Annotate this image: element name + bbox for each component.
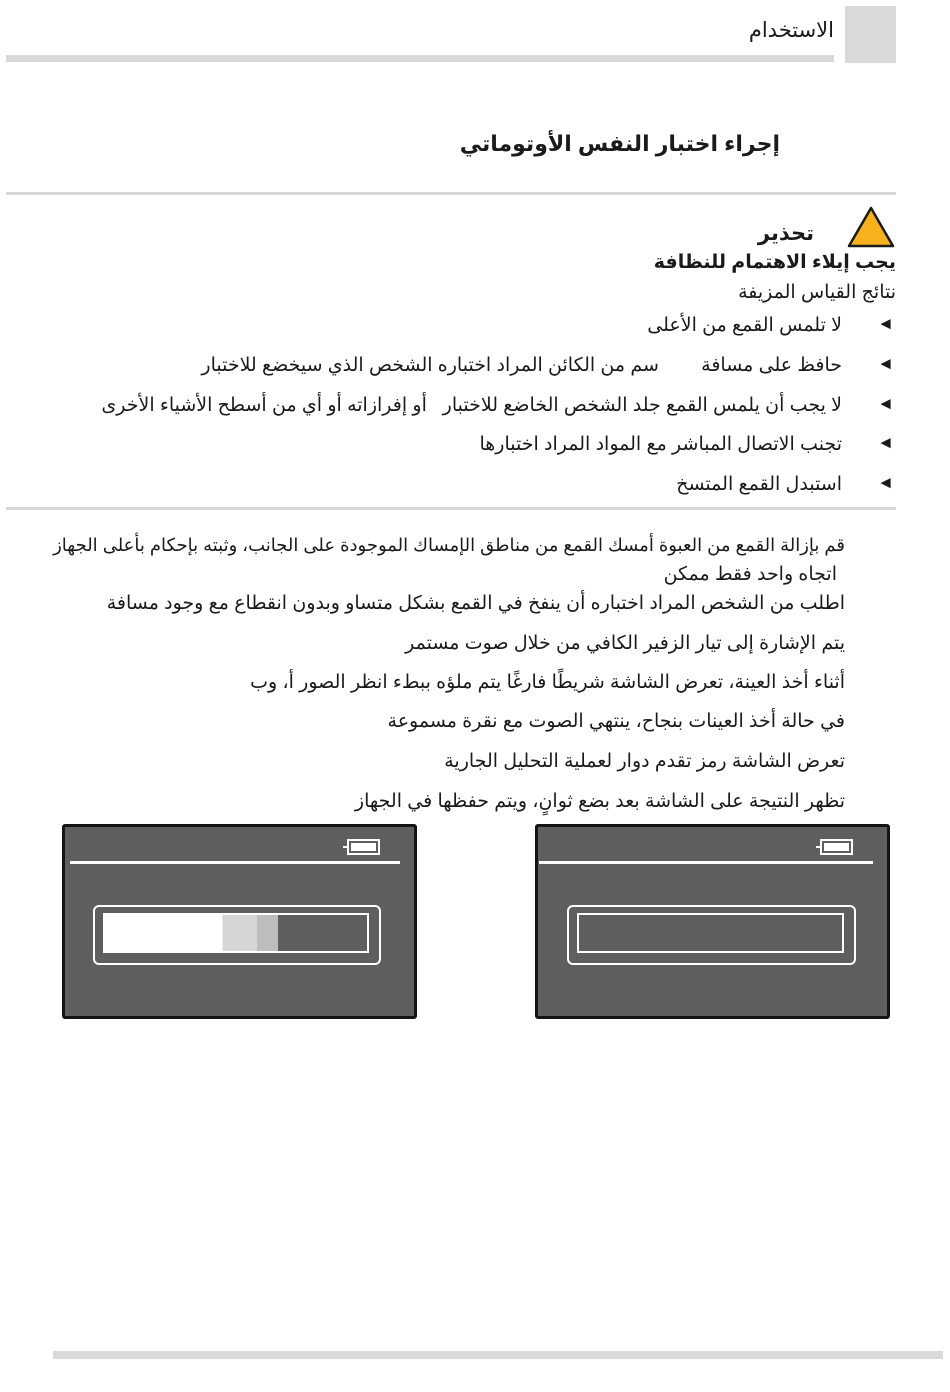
warning-bullet bbox=[101, 394, 894, 418]
warning-bullet bbox=[479, 433, 894, 457]
progress-bar-frame bbox=[567, 905, 856, 965]
bullet-text: تجنب الاتصال المباشر مع المواد المراد اختبارها bbox=[479, 434, 842, 455]
warning-hygiene-note: يجب إيلاء الاهتمام للنظافة bbox=[653, 252, 896, 273]
footer-rule bbox=[53, 1351, 943, 1359]
bullet-text: لا تلمس القمع من الأعلى bbox=[647, 315, 842, 336]
warning-bullet bbox=[676, 473, 894, 497]
warning-divider bbox=[6, 507, 896, 510]
step-text: تعرض الشاشة رمز تقدم دوار لعملية التحليل الجارية bbox=[444, 751, 845, 772]
bullet-arrow-icon: ◄ bbox=[877, 394, 894, 413]
bullet-text: لا يجب أن يلمس القمع جلد الشخص الخاضع للاختبار أو إفرازاته أو أي من أسطح الأشياء الأخرى bbox=[101, 395, 842, 416]
step-text: اتجاه واحد فقط ممكن bbox=[663, 564, 837, 585]
section-title: إجراء اختبار النفس الأوتوماتي bbox=[459, 131, 780, 156]
step-text: اطلب من الشخص المراد اختباره أن ينفخ في القمع بشكل متساو وبدون انقطاع مع وجود مسافة bbox=[106, 593, 845, 614]
bullet-arrow-icon: ◄ bbox=[877, 314, 894, 333]
warning-bullet bbox=[647, 314, 894, 338]
bullet-text: حافظ على مسافة سم من الكائن المراد اختباره الشخص الذي سيخضع للاختبار bbox=[201, 355, 842, 376]
warning-heading: تحذير bbox=[757, 222, 814, 245]
progress-fill bbox=[105, 915, 278, 951]
step-text: يتم الإشارة إلى تيار الزفير الكافي من خلال صوت مستمر bbox=[405, 633, 845, 654]
section-divider bbox=[6, 192, 896, 195]
bullet-text: استبدل القمع المتسخ bbox=[676, 474, 842, 495]
progress-bar-frame bbox=[93, 905, 381, 965]
chapter-title: الاستخدام bbox=[748, 19, 834, 42]
bullet-arrow-icon: ◄ bbox=[877, 354, 894, 373]
step-text: تظهر النتيجة على الشاشة بعد بضع ثوانٍ، ويتم حفظها في الجهاز bbox=[354, 791, 845, 812]
warning-triangle-icon bbox=[846, 205, 896, 249]
warning-bullet bbox=[201, 354, 894, 378]
warning-false-results-note: نتائج القياس المزيفة bbox=[738, 282, 896, 303]
battery-icon bbox=[342, 839, 380, 855]
device-screen-filling bbox=[62, 824, 417, 1019]
step-text: قم بإزالة القمع من العبوة أمسك القمع من مناطق الإمساك الموجودة على الجانب، وثبته بإحكام بأعلى الجهاز bbox=[53, 535, 845, 555]
step-text: أثناء أخذ العينة، تعرض الشاشة شريطًا فارغًا يتم ملؤه ببطء انظر الصور أ، وب bbox=[250, 672, 845, 693]
bullet-arrow-icon: ◄ bbox=[877, 433, 894, 452]
bullet-arrow-icon: ◄ bbox=[877, 473, 894, 492]
screen-header-line bbox=[70, 861, 400, 864]
progress-bar bbox=[577, 913, 844, 953]
step-text: في حالة أخذ العينات بنجاح، ينتهي الصوت مع نقرة مسموعة bbox=[387, 711, 845, 732]
device-screen-empty bbox=[535, 824, 890, 1019]
page-corner-tab bbox=[845, 6, 896, 63]
screen-header-line bbox=[539, 861, 873, 864]
battery-icon bbox=[815, 839, 853, 855]
progress-bar bbox=[103, 913, 369, 953]
header-rule bbox=[6, 55, 834, 62]
